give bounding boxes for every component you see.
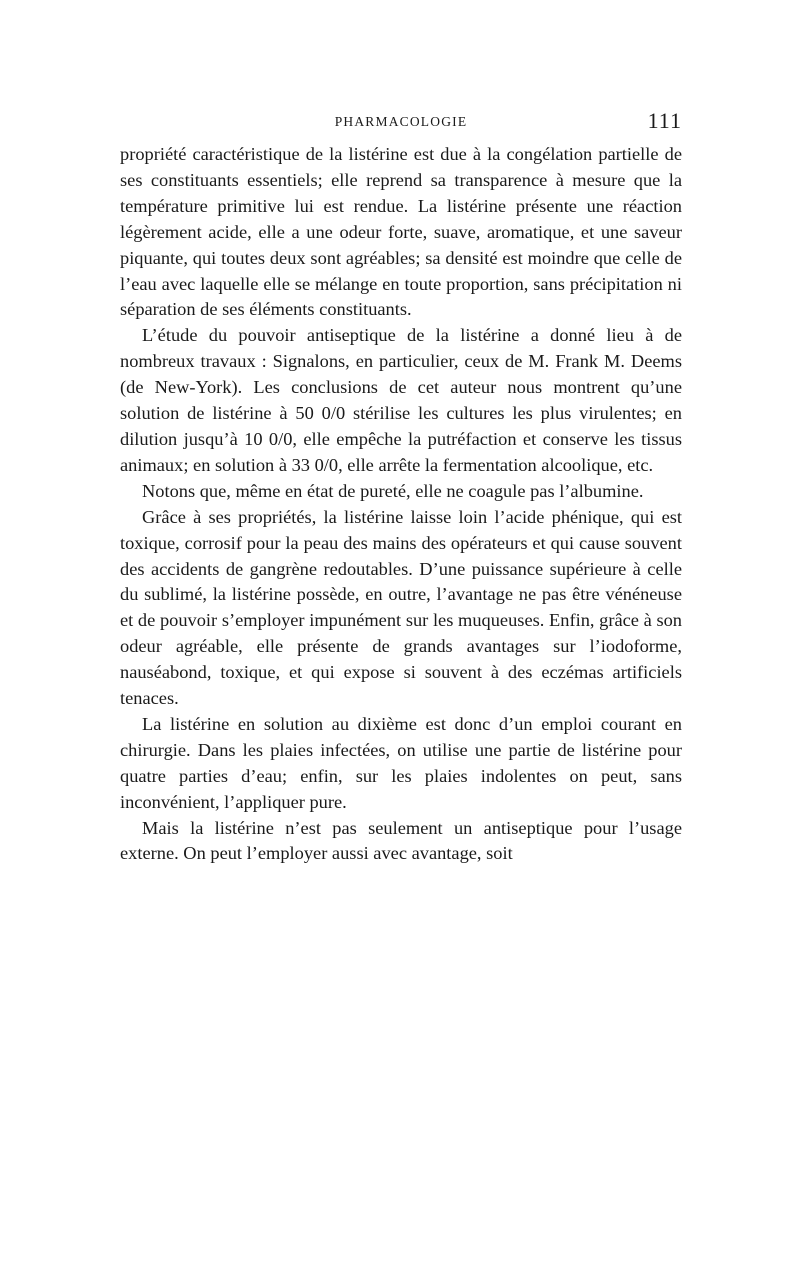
book-page [120,108,682,867]
paragraph-albumine: Notons que, même en état de pureté, elle ne coagule pas l’albumine. [142,480,644,501]
body-text [120,142,682,867]
paragraph-comparison: Grâce à ses propriétés, la listérine laisse loin l’acide phénique, qui est toxique, corrosif pour la peau des mains des opérateurs et qui cause souvent des accidents de gangrène redoutables. D’une puissance supérieure à celle du sublimé, la listérine possède, en outre, l’avantage ne pas être vénéneuse et de pouvoir s’employer impunément sur les muqueuses. Enfin, grâce à son odeur agréable, elle présente de grands avantages sur l’iodoforme, nauséabond, toxique, et qui expose si souvent à des eczémas artificiels tenaces. [120,506,682,709]
running-title: PHARMACOLOGIE [334,114,468,129]
page-number: 111 [647,108,682,133]
paragraph-surgical-use: La listérine en solution au dixième est donc d’un emploi courant en chirurgie. Dans les plaies infectées, on utilise une partie de listérine pour quatre parties d’eau; enfin, sur les plaies indolentes on peut, sans inconvénient, l’appliquer pure. [120,713,682,812]
running-head [120,108,682,142]
paragraph-antiseptic-studies: L’étude du pouvoir antiseptique de la listérine a donné lieu à de nombreux travaux : Signalons, en particulier, ceux de M. Frank M. Deems (de New-York). Les conclusions de cet auteur nous montrent qu’une solution de listérine à 50 0/0 stérilise les cultures les plus virulentes; en dilution jusqu’à 10 0/0, elle empêche la putréfaction et conserve les tissus animaux; en solution à 33 0/0, elle arrête la fermentation alcoolique, etc. [120,325,682,475]
paragraph-continued: propriété caractéristique de la listérine est due à la congélation partielle de ses constituants essentiels; elle reprend sa transparence à mesure que la température primitive lui est rendue. La listérine présente une réaction légèrement acide, elle a une odeur forte, suave, aromatique, et une saveur piquante, qui toutes deux sont agréables; sa densité est moindre que celle de l’eau avec laquelle elle se mélange en toute proportion, sans précipitation ni séparation de ses éléments constituants. [120,144,682,320]
paragraph-internal-use: Mais la listérine n’est pas seulement un antiseptique pour l’usage externe. On peut l’employer aussi avec avantage, soit [120,817,682,864]
